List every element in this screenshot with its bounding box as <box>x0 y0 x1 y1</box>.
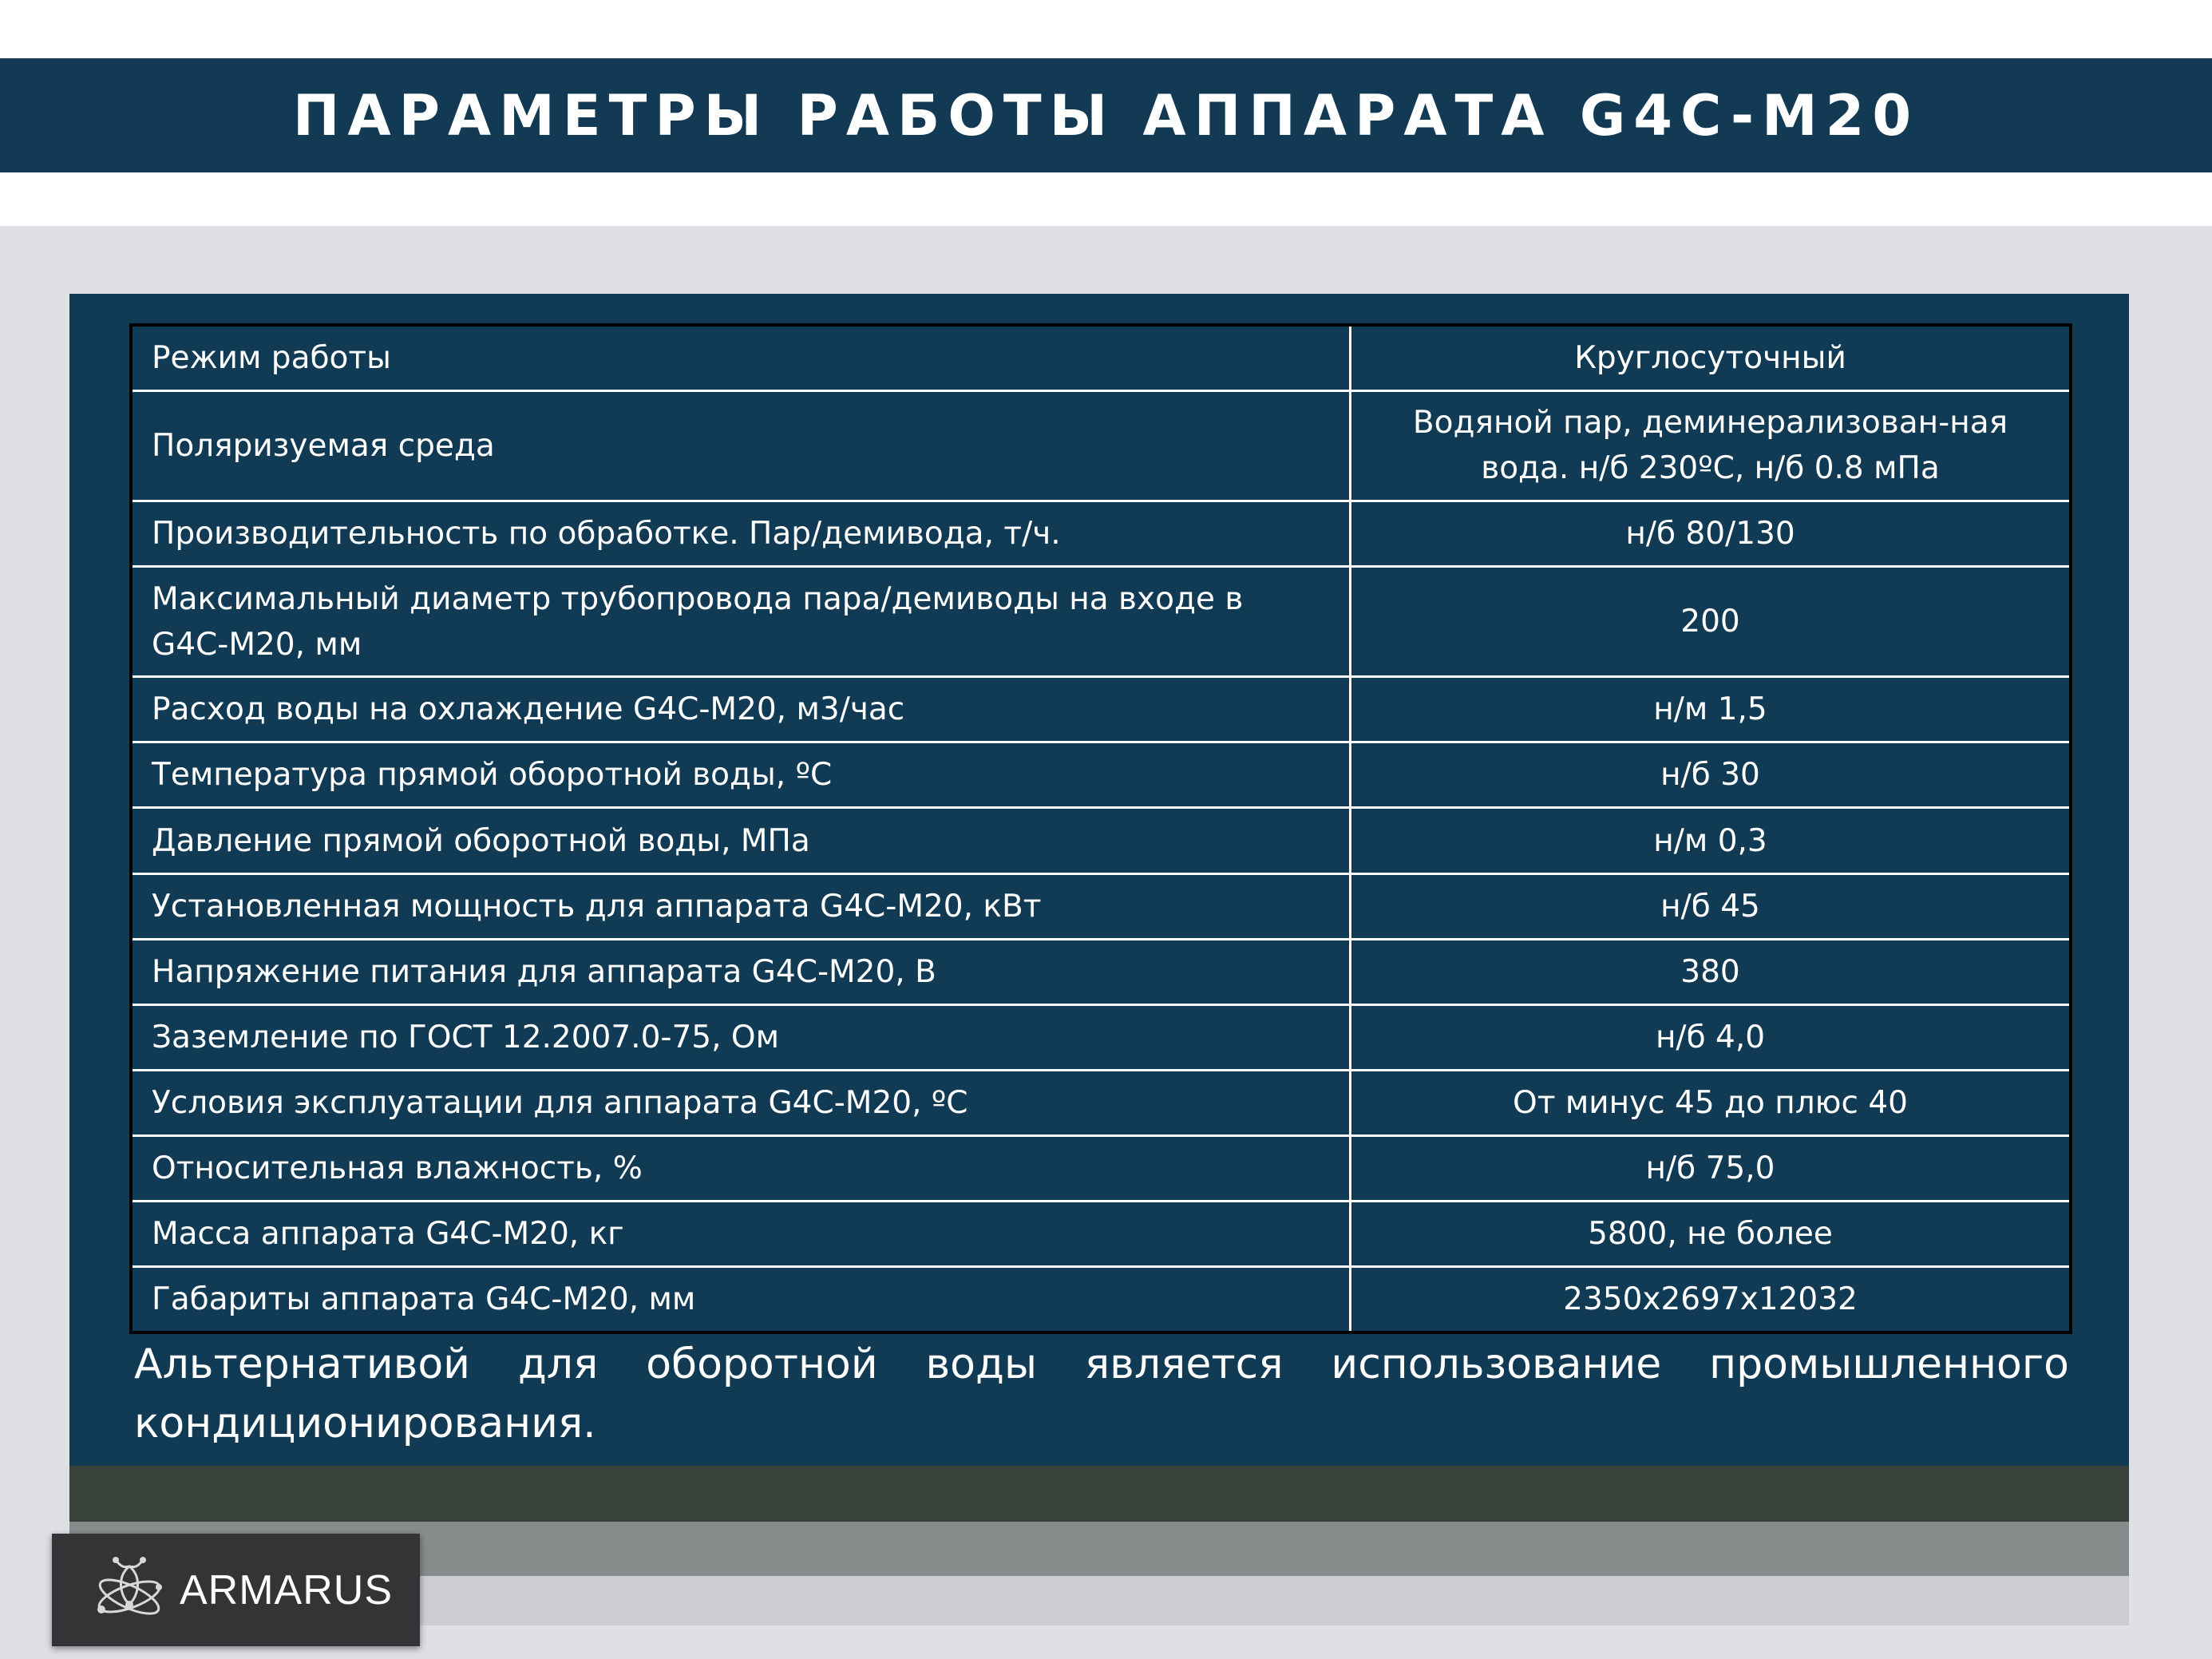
table-row <box>131 1004 2071 1070</box>
param-name: Температура прямой оборотной воды, ºС <box>131 742 1351 808</box>
table-row <box>131 939 2071 1004</box>
table-row <box>131 1202 2071 1267</box>
param-value: н/м 1,5 <box>1351 677 2072 742</box>
parameters-table <box>129 323 2072 1334</box>
param-value: н/б 30 <box>1351 742 2072 808</box>
param-value: От минус 45 до плюс 40 <box>1351 1070 2072 1135</box>
param-name: Условия эксплуатации для аппарата G4C-M20, ºС <box>131 1070 1351 1135</box>
param-value: н/б 75,0 <box>1351 1136 2072 1202</box>
param-name: Масса аппарата G4C-M20, кг <box>131 1202 1351 1267</box>
table-row <box>131 742 2071 808</box>
page-title: ПАРАМЕТРЫ РАБОТЫ АППАРАТА G4C-M20 <box>292 82 1920 148</box>
table-row <box>131 677 2071 742</box>
table-row <box>131 873 2071 939</box>
param-name: Относительная влажность, % <box>131 1136 1351 1202</box>
param-name: Максимальный диаметр трубопровода пара/демиводы на входе в G4C-M20, мм <box>131 566 1351 676</box>
company-logo <box>52 1534 420 1646</box>
param-name: Расход воды на охлаждение G4C-M20, м3/час <box>131 677 1351 742</box>
footnote-text: Альтернативой для оборотной воды является использование промышленного кондиционирования. <box>134 1340 2069 1447</box>
param-name: Режим работы <box>131 325 1351 390</box>
param-value: н/б 45 <box>1351 873 2072 939</box>
title-bar <box>0 58 2212 172</box>
param-name: Заземление по ГОСТ 12.2007.0-75, Ом <box>131 1004 1351 1070</box>
table-row <box>131 390 2071 501</box>
logo-text: ARMARUS <box>180 1566 394 1613</box>
table-row <box>131 1136 2071 1202</box>
table-row <box>131 1070 2071 1135</box>
table-row <box>131 566 2071 676</box>
table-row <box>131 1267 2071 1332</box>
param-value: Круглосуточный <box>1351 325 2072 390</box>
param-value: 5800, не более <box>1351 1202 2072 1267</box>
param-value: Водяной пар, деминерализован-ная вода. н/б 230ºС, н/б 0.8 мПа <box>1351 390 2072 501</box>
param-name: Установленная мощность для аппарата G4C-M20, кВт <box>131 873 1351 939</box>
table-row <box>131 808 2071 873</box>
param-name: Производительность по обработке. Пар/демивода, т/ч. <box>131 501 1351 566</box>
param-value: 200 <box>1351 566 2072 676</box>
table-row <box>131 325 2071 390</box>
param-name: Давление прямой оборотной воды, МПа <box>131 808 1351 873</box>
bottom-strip-dark <box>69 1466 2129 1522</box>
param-value: 380 <box>1351 939 2072 1004</box>
param-value: н/м 0,3 <box>1351 808 2072 873</box>
param-value: 2350х2697х12032 <box>1351 1267 2072 1332</box>
param-name: Поляризуемая среда <box>131 390 1351 501</box>
param-name: Напряжение питания для аппарата G4C-M20, В <box>131 939 1351 1004</box>
param-value: н/б 4,0 <box>1351 1004 2072 1070</box>
table-row <box>131 501 2071 566</box>
param-value: н/б 80/130 <box>1351 501 2072 566</box>
param-name: Габариты аппарата G4C-M20, мм <box>131 1267 1351 1332</box>
armarus-logo-icon <box>85 1552 173 1629</box>
